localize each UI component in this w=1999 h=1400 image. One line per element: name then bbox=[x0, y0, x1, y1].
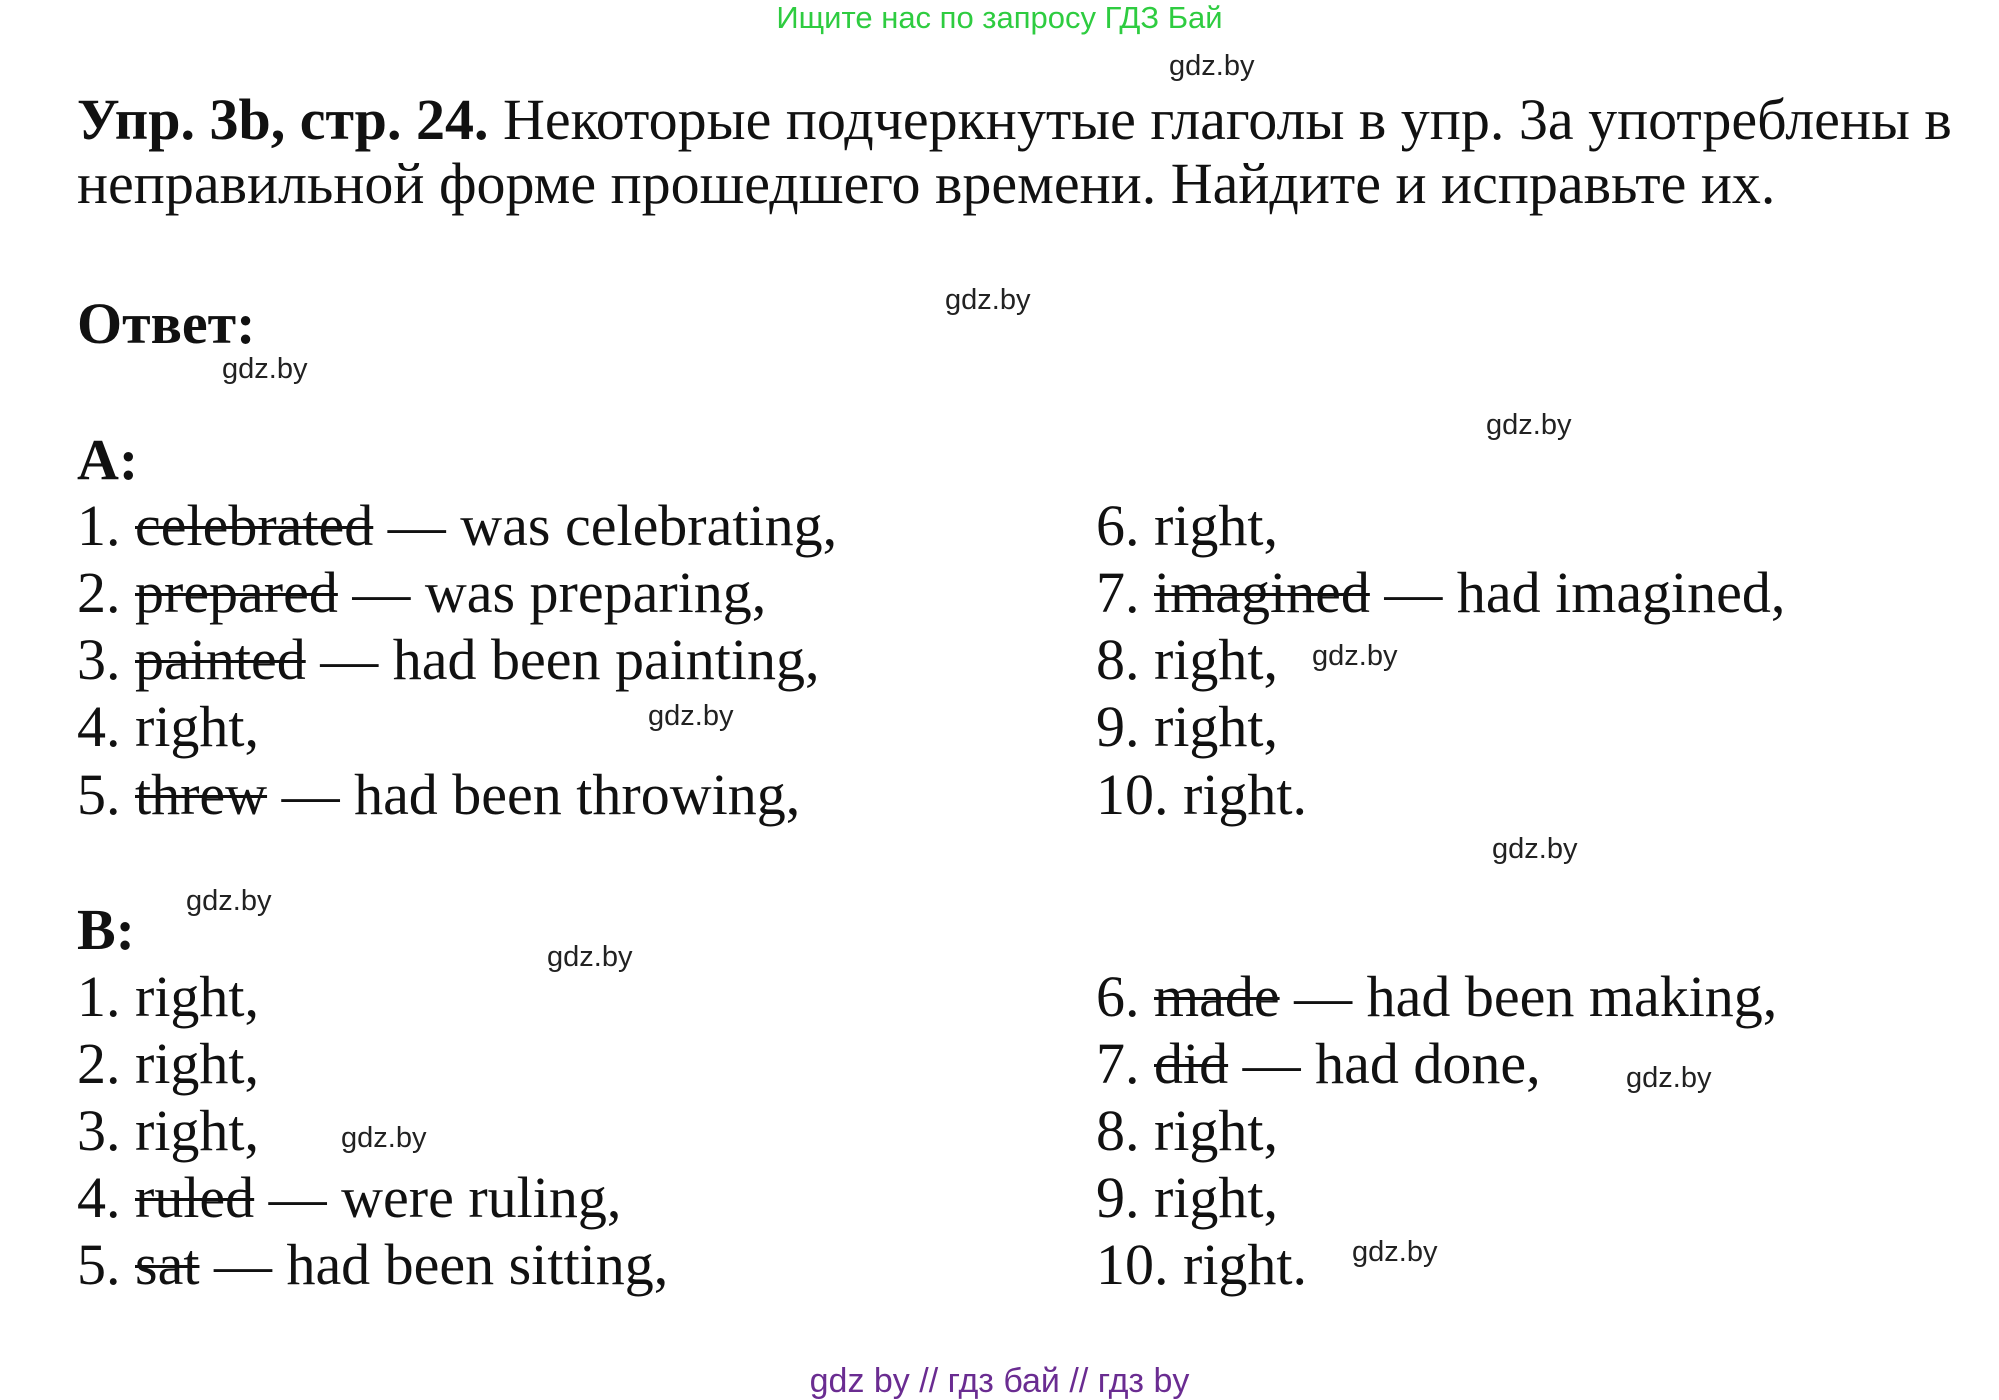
corrected-verb: right, bbox=[135, 694, 260, 759]
corrected-verb: had been painting, bbox=[392, 627, 820, 692]
section-a-label: A: bbox=[77, 427, 139, 492]
watermark: gdz.by bbox=[1312, 640, 1398, 672]
watermark: gdz.by bbox=[1626, 1062, 1712, 1094]
watermark: gdz.by bbox=[341, 1122, 427, 1154]
list-item: 1. right, bbox=[77, 964, 260, 1029]
answer-heading: Ответ: bbox=[77, 291, 256, 356]
watermark: gdz.by bbox=[1492, 833, 1578, 865]
corrected-verb: right. bbox=[1183, 762, 1308, 827]
watermark: gdz.by bbox=[1169, 50, 1255, 82]
wrong-verb: did bbox=[1154, 1031, 1229, 1096]
section-b-label: B: bbox=[77, 897, 135, 962]
wrong-verb: threw bbox=[135, 762, 268, 827]
wrong-verb: ruled bbox=[135, 1165, 255, 1230]
list-item: 9. right, bbox=[1096, 694, 1279, 759]
list-item: 8. right, bbox=[1096, 1098, 1279, 1163]
list-item: 6. made — had been making, bbox=[1096, 964, 1778, 1029]
list-item: 2. right, bbox=[77, 1031, 260, 1096]
wrong-verb: made bbox=[1154, 964, 1280, 1029]
list-item: 7. did — had done, bbox=[1096, 1031, 1541, 1096]
wrong-verb: celebrated bbox=[135, 493, 374, 558]
watermark: gdz.by bbox=[1486, 409, 1572, 441]
watermark: gdz.by bbox=[945, 284, 1031, 316]
task-label: Упр. 3b, стр. 24. bbox=[77, 87, 489, 152]
list-item: 1. celebrated — was celebrating, bbox=[77, 493, 838, 558]
list-item: 4. right, bbox=[77, 694, 260, 759]
wrong-verb: sat bbox=[135, 1232, 200, 1297]
watermark: gdz.by bbox=[186, 885, 272, 917]
corrected-verb: had imagined, bbox=[1456, 560, 1786, 625]
footer-links: gdz by // гдз бай // гдз by bbox=[809, 1362, 1190, 1400]
corrected-verb: right, bbox=[1154, 627, 1279, 692]
wrong-verb: painted bbox=[135, 627, 306, 692]
corrected-verb: was celebrating, bbox=[460, 493, 838, 558]
list-item: 6. right, bbox=[1096, 493, 1279, 558]
corrected-verb: right, bbox=[135, 1031, 260, 1096]
list-item: 8. right, bbox=[1096, 627, 1279, 692]
list-item: 3. painted — had been painting, bbox=[77, 627, 820, 692]
task-statement bbox=[77, 88, 1957, 216]
list-item: 3. right, bbox=[77, 1098, 260, 1163]
watermark: gdz.by bbox=[1352, 1236, 1438, 1268]
corrected-verb: had been making, bbox=[1366, 964, 1778, 1029]
corrected-verb: right, bbox=[1154, 1098, 1279, 1163]
watermark: gdz.by bbox=[648, 700, 734, 732]
list-item: 10. right. bbox=[1096, 1232, 1308, 1297]
corrected-verb: right, bbox=[1154, 694, 1279, 759]
promo-banner: Ищите нас по запросу ГДЗ Бай bbox=[776, 0, 1223, 35]
list-item: 2. prepared — was preparing, bbox=[77, 560, 767, 625]
corrected-verb: had been sitting, bbox=[286, 1232, 669, 1297]
corrected-verb: right, bbox=[1154, 1165, 1279, 1230]
list-item: 9. right, bbox=[1096, 1165, 1279, 1230]
corrected-verb: had done, bbox=[1315, 1031, 1541, 1096]
watermark: gdz.by bbox=[222, 353, 308, 385]
watermark: gdz.by bbox=[547, 941, 633, 973]
corrected-verb: right. bbox=[1183, 1232, 1308, 1297]
list-item: 10. right. bbox=[1096, 762, 1308, 827]
list-item: 7. imagined — had imagined, bbox=[1096, 560, 1786, 625]
corrected-verb: right, bbox=[135, 964, 260, 1029]
list-item: 5. sat — had been sitting, bbox=[77, 1232, 669, 1297]
wrong-verb: imagined bbox=[1154, 560, 1370, 625]
corrected-verb: right, bbox=[135, 1098, 260, 1163]
list-item: 5. threw — had been throwing, bbox=[77, 762, 801, 827]
task-text: Некоторые подчеркнутые глаголы в упр. 3a употреблены в неправильной форме прошедшего времени. Найдите и исправьте их. bbox=[77, 87, 1952, 216]
corrected-verb: had been throwing, bbox=[354, 762, 801, 827]
list-item: 4. ruled — were ruling, bbox=[77, 1165, 622, 1230]
corrected-verb: right, bbox=[1154, 493, 1279, 558]
wrong-verb: prepared bbox=[135, 560, 338, 625]
corrected-verb: was preparing, bbox=[424, 560, 767, 625]
corrected-verb: were ruling, bbox=[341, 1165, 622, 1230]
